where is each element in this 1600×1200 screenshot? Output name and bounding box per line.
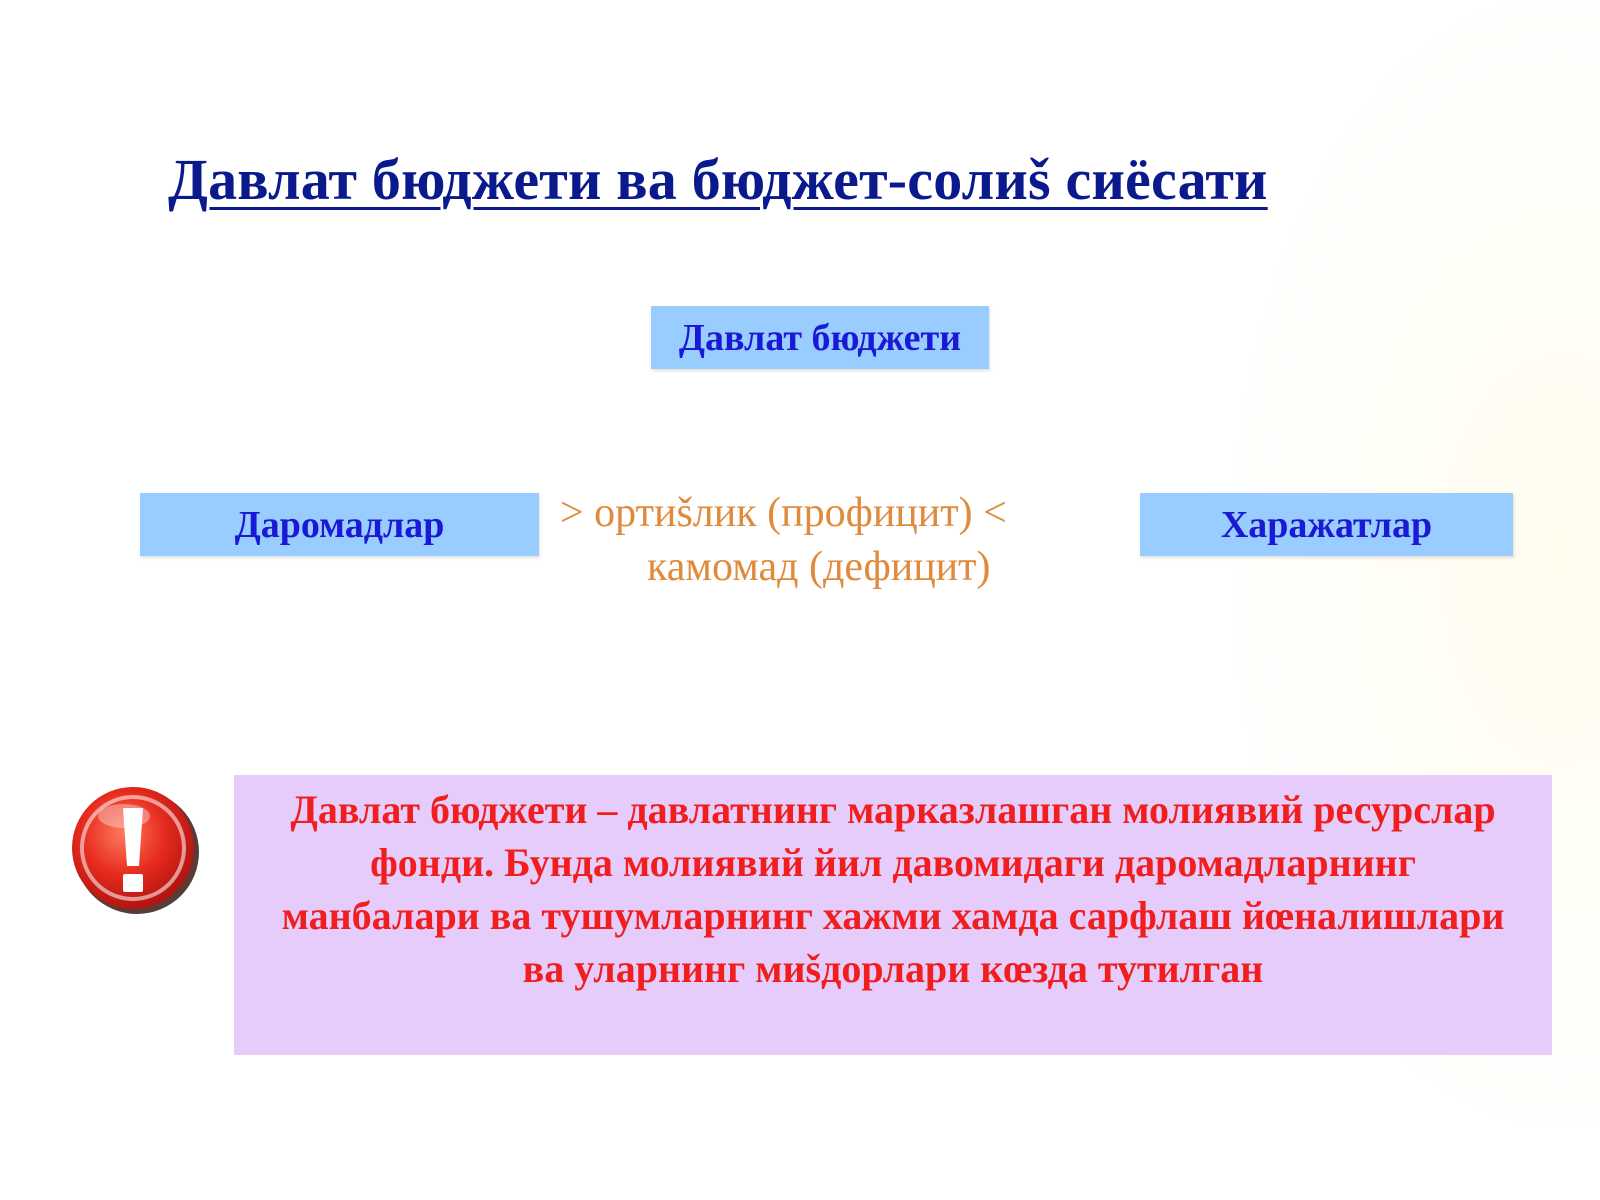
expenditures-label: Харажатлар (1220, 503, 1433, 546)
exclamation-icon (68, 782, 202, 916)
revenues-box (140, 493, 539, 556)
surplus-deficit-relation (560, 486, 1090, 594)
state-budget-label: Давлат бюджети (678, 316, 962, 359)
page-title: Давлат бюджети ва бюджет-солиš сиёсати (168, 147, 1268, 212)
deficit-text: камомад (дефицит) (647, 544, 991, 590)
revenues-label: Даромадлар (234, 503, 445, 546)
definition-text: Давлат бюджети – давлатнинг марказлашган молиявий ресурслар фонди. Бунда молиявий йил давомидаги даромадларнинг манбалари ва тушумларнинг хажми хамда сарфлаш йœналишлари ва уларнинг миšдорлари кœзда тутилган (281, 787, 1505, 991)
definition-box (234, 775, 1552, 1055)
surplus-text: > ортиšлик (профицит) < (560, 490, 1007, 536)
expenditures-box (1140, 493, 1513, 556)
state-budget-box (651, 306, 989, 369)
